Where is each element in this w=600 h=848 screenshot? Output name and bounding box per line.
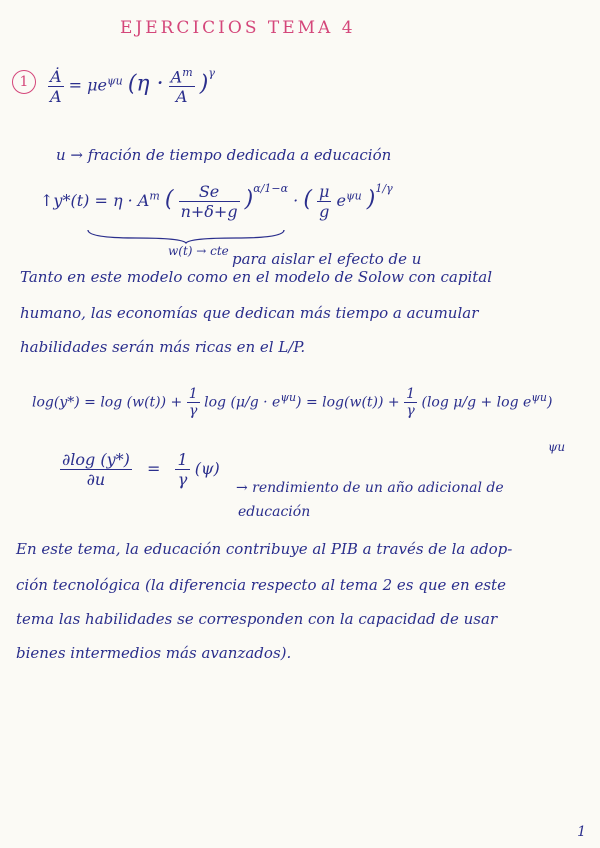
e-exp: ψu	[345, 189, 362, 203]
log-equation	[32, 386, 552, 419]
growth-lhs-num: Ȧ	[50, 66, 62, 86]
exercise-number-badge: 1	[12, 70, 36, 94]
growth-close-exp: γ	[208, 66, 215, 80]
log-gamma-fraction-2	[404, 386, 417, 419]
log-tail-exp: ψu	[531, 390, 547, 404]
log-mid-exp: ψu	[280, 390, 297, 404]
derivative-one: 1	[177, 450, 188, 469]
growth-rhs-prefix: = μe	[68, 75, 108, 95]
log-one: 1	[188, 386, 198, 402]
paragraph-1-line-3: habilidades serán más ricas en el L/P.	[20, 338, 306, 356]
paragraph-2-line-2: ción tecnológica (la diferencia respecto al tema 2 es que en este	[16, 576, 506, 594]
paragraph-2-line-4: bienes intermedios más avanzados).	[16, 644, 292, 662]
derivative-psi: (ψ)	[194, 459, 220, 478]
savings-den: n+δ+g	[180, 202, 238, 221]
page-number: 1	[577, 824, 586, 840]
growth-lhs-fraction	[48, 67, 64, 106]
log-gamma: γ	[189, 403, 198, 419]
growth-inner-fraction	[169, 66, 195, 106]
savings-num: Se	[179, 182, 240, 202]
return-note-line-2: educación	[238, 504, 311, 520]
growth-frac-num: A	[170, 67, 183, 87]
derivative-gamma-fraction	[175, 450, 189, 489]
savings-fraction	[179, 182, 240, 221]
derivative-fraction	[60, 450, 132, 489]
log-right: ) = log(w(t)) +	[296, 394, 400, 411]
underbrace-icon	[86, 228, 286, 244]
savings-exp: α/1−α	[253, 182, 289, 195]
y-lhs-sup: m	[149, 189, 160, 203]
growth-rhs-exp: ψu	[107, 74, 123, 88]
growth-rhs-bracket: (η ·	[127, 71, 164, 97]
y-lhs: ↑y*(t) = η · A	[40, 191, 150, 210]
derivative-den: ∂u	[86, 470, 106, 489]
derivative-eq: =	[146, 459, 161, 478]
growth-equation	[48, 66, 215, 106]
paragraph-1-line-1: Tanto en este modelo como en el modelo de Solow con capital	[20, 268, 493, 286]
growth-frac-den: A	[175, 87, 188, 107]
under-psi-label: ψu	[548, 440, 566, 454]
log-tail-close: )	[547, 394, 553, 411]
page-title: EJERCICIOS TEMA 4	[120, 18, 356, 38]
definition-u: u → fración de tiempo dedicada a educación	[56, 146, 392, 164]
log-gamma-fraction	[187, 386, 200, 419]
outer-exp: 1/γ	[375, 182, 393, 195]
mu-den: g	[319, 202, 330, 221]
log-tail: (log μ/g + log e	[421, 394, 532, 411]
paragraph-1-line-2: humano, las economías que dedican más tiempo a acumular	[20, 304, 479, 322]
mu-fraction	[317, 182, 331, 221]
paragraph-2-line-1: En este tema, la educación contribuye al PIB a través de la adop-	[16, 540, 513, 558]
w-constant-label: w(t) → cte	[168, 244, 229, 258]
growth-frac-num-sup: m	[182, 66, 193, 79]
return-note-line-1: → rendimiento de un año adicional de	[236, 480, 504, 496]
growth-lhs-den: A	[50, 86, 62, 106]
mu-num: μ	[319, 182, 330, 201]
isolate-note: para aislar el efecto de u	[232, 250, 422, 268]
derivative-equation	[60, 450, 220, 489]
derivative-gamma: γ	[177, 470, 188, 489]
log-mid: log (μ/g · e	[204, 394, 281, 411]
derivative-num: ∂log (y*)	[62, 450, 130, 469]
log-left: log(y*) = log (w(t)) +	[32, 394, 183, 411]
growth-close-paren: )	[199, 71, 209, 97]
steady-state-equation: ↑y*(t) = $\eta \cdot A^m$ ( $\frac{Se}{n+\delta+g}$ )$^{\alpha/1-\alpha}$ · ( $\frac{\mu}{g}$ $e^{\psi u}$ )$^{1/\gamma}$	[40, 182, 393, 221]
log-one-2: 1	[406, 386, 416, 402]
log-gamma-2: γ	[406, 403, 415, 419]
paragraph-2-line-3: tema las habilidades se corresponden con la capacidad de usar	[16, 610, 498, 628]
e-part: e	[336, 191, 346, 210]
